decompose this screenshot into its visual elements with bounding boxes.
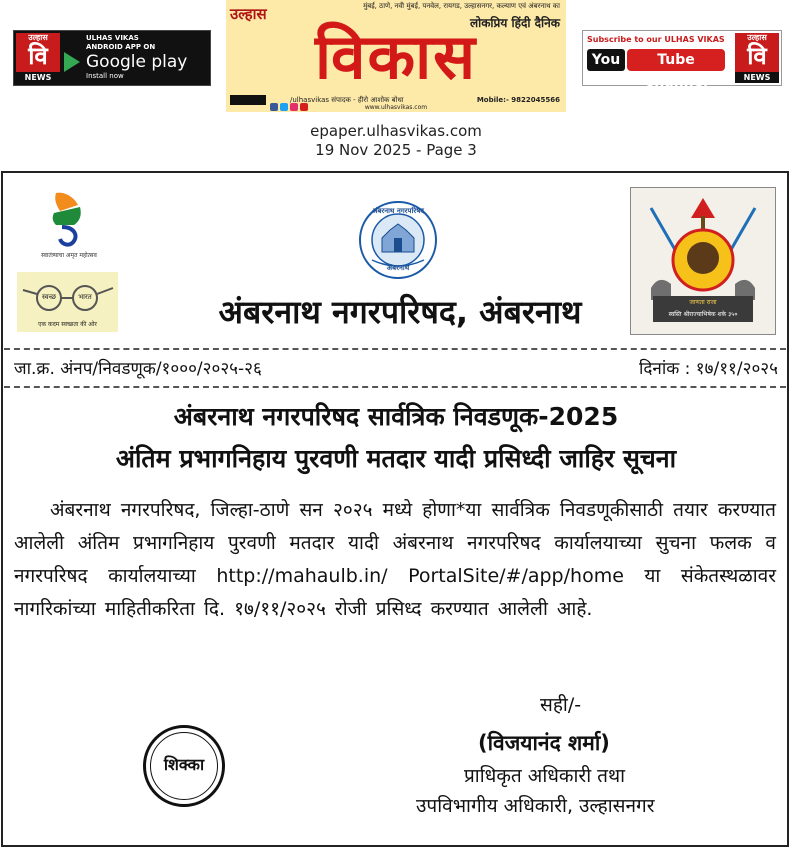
- official-seal: [143, 725, 225, 807]
- swachh-caption: एक कदम स्वच्छता की ओर: [38, 321, 97, 328]
- brand-prefix: उल्हास: [230, 5, 267, 23]
- notice-heading-primary: अंबरनाथ नगरपरिषद सार्वत्रिक निवडणूक-2025: [173, 402, 619, 431]
- notice-body: [14, 494, 776, 626]
- divider-top: [4, 348, 786, 350]
- emblem-text-2: स्वस्ति श्रीराज्याभिषेक शके ३५०: [668, 311, 738, 318]
- logo-news-text: NEWS: [735, 72, 779, 83]
- signatory-name: (विजयानंद शर्मा): [478, 731, 610, 755]
- seal-bottom-text: अंबरनाथ: [386, 264, 410, 272]
- bharat-label: भारत: [78, 293, 92, 301]
- edition-date-page: 19 Nov 2025 - Page 3: [315, 141, 477, 159]
- swachh-bharat-logo: [17, 272, 118, 332]
- editor-line: /ulhasvikas संपादक - हीरो आशोक बोधा: [290, 96, 404, 104]
- install-label: Install now: [86, 72, 124, 80]
- store-name: Google play: [86, 52, 188, 72]
- notice-heading-secondary: अंतिम प्रभागनिहाय पुरवणी मतदार यादी प्रसिध्दी जाहिर सूचना: [115, 444, 677, 473]
- logo-small-text: उल्हास: [28, 33, 48, 42]
- subscribe-text: Subscribe to our ULHAS VIKAS: [587, 35, 725, 44]
- swachh-label: स्वच्छ: [41, 293, 57, 301]
- seal-label: शिक्का: [150, 732, 218, 800]
- swatantrya-mahotsav-logo: [34, 189, 104, 261]
- signatory-designation-2: उपविभागीय अधिकारी, उल्हासनगर: [416, 795, 655, 817]
- edition-info: [0, 122, 792, 160]
- app-name: ULHAS VIKAS: [86, 34, 139, 42]
- youtube-channel-badge[interactable]: [582, 30, 782, 90]
- ambernath-council-seal: [358, 200, 438, 280]
- ulhas-vikas-news-logo: [16, 33, 60, 83]
- youtube-logo-you: You: [587, 49, 625, 71]
- coverage-line: मुंबई, ठाणे, नवी मुंबई, पनवेल, रायगड, उल्हासनगर, कल्याण एवं अंबरनाथ का: [226, 0, 566, 13]
- youtube-logo-channel: Tube Channel: [627, 49, 725, 71]
- android-app-label: ANDROID APP ON: [86, 43, 156, 51]
- seal-top-text: अंबरनाथ नगरपरिषद: [372, 207, 424, 215]
- swatantrya-caption: स्वातंत्र्याचा अमृत महोत्सव: [41, 252, 97, 259]
- notice-date: दिनांक : १७/११/२०२५: [638, 359, 778, 379]
- reference-number: जा.क्र. अंनप/निवडणूक/१०००/२०२५-२६: [14, 359, 262, 379]
- google-play-badge[interactable]: [13, 30, 211, 86]
- logo-letter: वि: [28, 42, 48, 70]
- google-play-icon: [64, 52, 80, 72]
- ulhas-vikas-news-logo-right: [735, 33, 779, 83]
- logo-news-text: NEWS: [16, 72, 60, 83]
- signature-label: सही/-: [540, 694, 582, 716]
- divider-bottom: [4, 386, 786, 388]
- logo-letter: वि: [747, 42, 767, 70]
- tagline: लोकप्रिय हिंदी दैनिक: [469, 16, 560, 30]
- newspaper-masthead[interactable]: [226, 0, 566, 112]
- emblem-text-1: जाणता राजा: [689, 299, 717, 306]
- organization-title: अंबरनाथ नगरपरिषद, अंबरनाथ: [218, 293, 582, 331]
- mobile-number: Mobile:- 9822045566: [476, 96, 560, 104]
- brand-title: विकास: [314, 20, 478, 93]
- epaper-site[interactable]: epaper.ulhasvikas.com: [310, 122, 482, 140]
- signatory-designation-1: प्राधिकृत अधिकारी तथा: [464, 765, 626, 787]
- logo-small-text: उल्हास: [747, 33, 767, 42]
- google-play-text: [64, 34, 208, 82]
- notice-body-text: अंबरनाथ नगरपरिषद, जिल्हा-ठाणे सन २०२५ मध्ये होणा*या सार्वत्रिक निवडणूकीसाठी तयार करण्यात आलेली अंतिम प्रभागनिहाय पुरवणी मतदार यादी अंबरनाथ नगरपरिषद कार्यालयाच्या सुचना फलक व नगरपरिषद कार्यालयाच्या http://mahaulb.in/ PortalSite/#/app/home या संकेतस्थळावर नागरिकांच्या माहितीकरिता दि. १७/११/२०२५ रोजी प्रसिध्द करण्यात आलेली आहे.: [14, 499, 776, 620]
- website-url: www.ulhasvikas.com: [364, 104, 428, 111]
